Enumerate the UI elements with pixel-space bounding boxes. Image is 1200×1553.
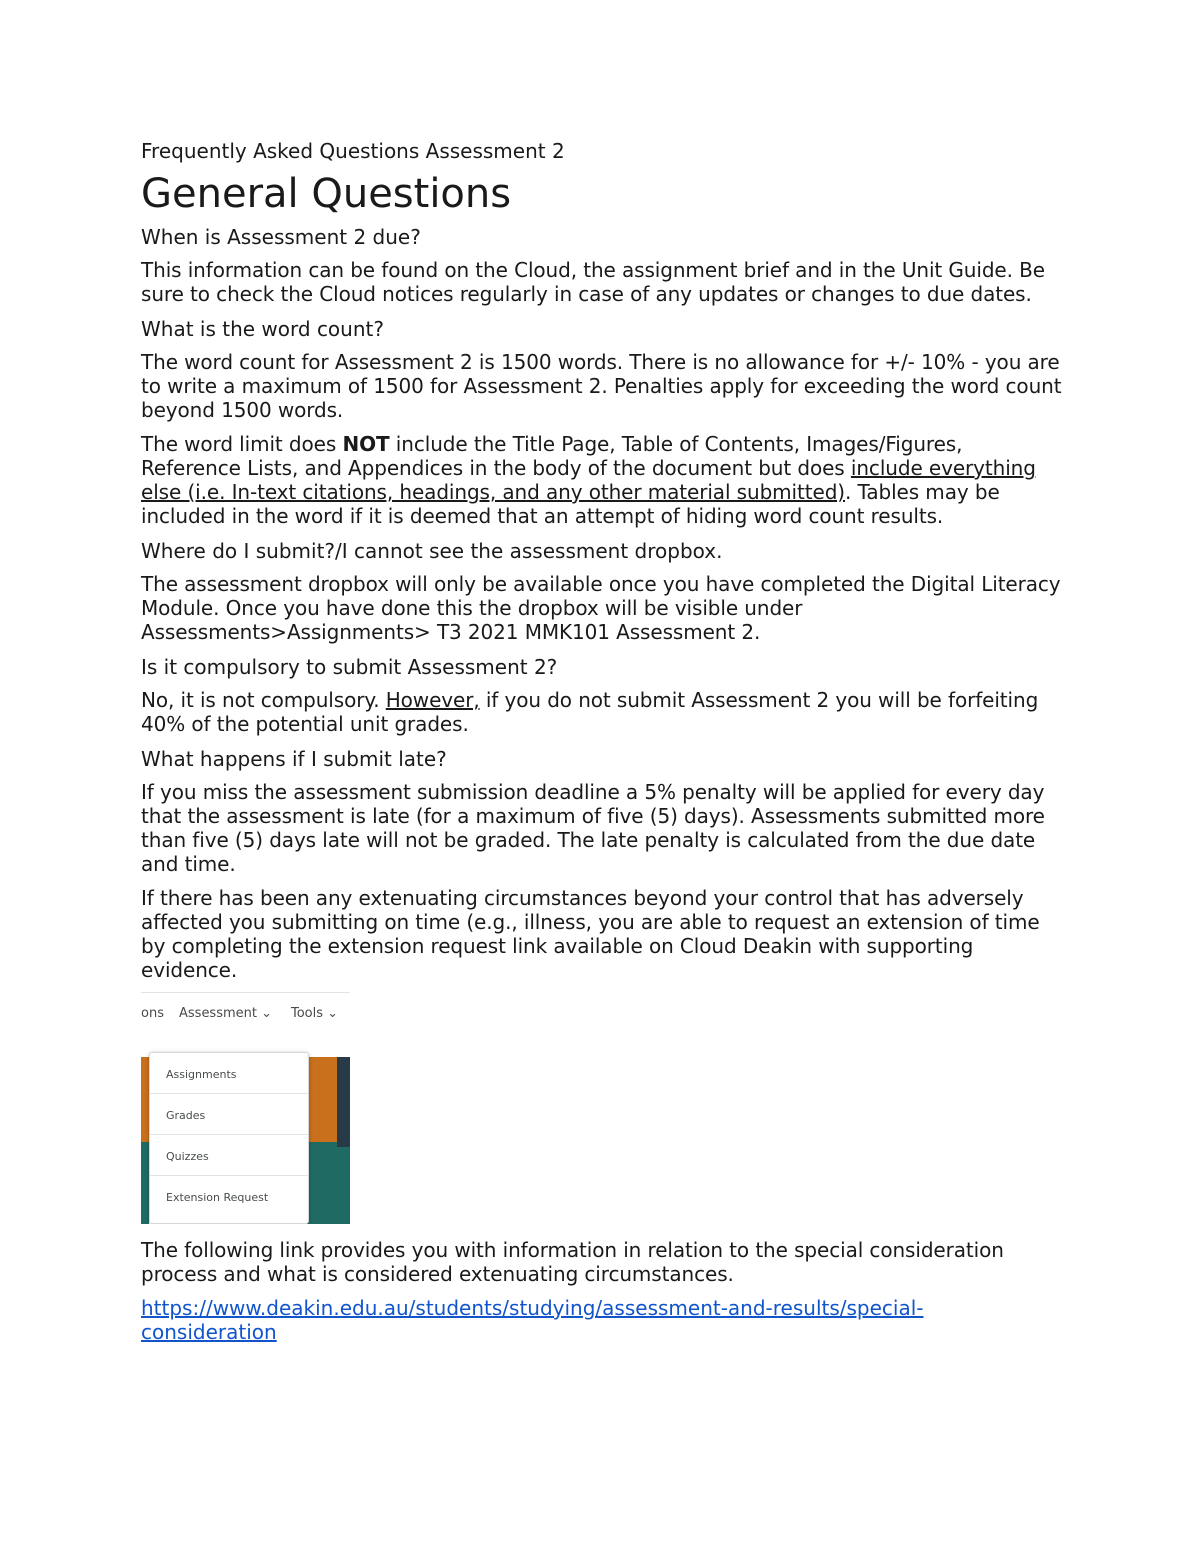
- menu-item-grades: Grades: [150, 1094, 308, 1135]
- answer-submit-location: The assessment dropbox will only be available once you have completed the Digital Literacy Module. Once you have done this the dropbox will be visible under Assessments>Assignments> T3 2021 MMK101 Assessment 2.: [141, 572, 1061, 644]
- screenshot-background: [141, 1142, 149, 1224]
- special-consideration-intro: The following link provides you with information in relation to the special consideration process and what is considered extenuating circumstances.: [141, 1238, 1004, 1286]
- menu-item-extension-request: Extension Request: [166, 1191, 269, 1204]
- screenshot-background: [337, 1057, 350, 1147]
- special-consideration-link[interactable]: [141, 1296, 1066, 1344]
- answer-due-date: This information can be found on the Cloud, the assignment brief and in the Unit Guide. Be sure to check the Cloud notices regularly in case of any updates or changes to due dates.: [141, 258, 1045, 306]
- document-subtitle: Frequently Asked Questions Assessment 2: [141, 139, 565, 163]
- menu-item-quizzes: Quizzes: [150, 1135, 308, 1176]
- answer-compulsory: [141, 688, 1066, 736]
- screenshot-nav-assessment: Assessment ⌄: [179, 1006, 273, 1021]
- menu-item-assignments: Assignments: [150, 1053, 308, 1094]
- compulsory-text-2: if you do not submit Assessment 2 you will be forfeiting 40% of the potential unit grades.: [141, 688, 1039, 736]
- compulsory-however: However,: [385, 688, 480, 712]
- word-limit-text-1: The word limit does: [141, 432, 343, 456]
- answer-word-count: The word count for Assessment 2 is 1500 words. There is no allowance for +/- 10% - you are to write a maximum of 1500 for Assessment 2. Penalties apply for exceeding the word count beyond 1500 words.: [141, 350, 1062, 422]
- word-limit-not: NOT: [342, 432, 390, 456]
- compulsory-text-1: No, it is not compulsory.: [141, 688, 386, 712]
- question-compulsory: Is it compulsory to submit Assessment 2?: [141, 655, 558, 679]
- document-page: [141, 138, 1066, 1344]
- answer-extenuating: If there has been any extenuating circumstances beyond your control that has adversely affected you submitting on time (e.g., illness, you are able to request an extension of time by completing the extension request link available on Cloud Deakin with supporting evidence.: [141, 886, 1040, 982]
- word-limit-text-2: include the Title Page, Table of Contents, Images/Figures, Reference Lists, and Appendices in the body of the document but does: [141, 432, 963, 480]
- question-submit-location: Where do I submit?/I cannot see the assessment dropbox.: [141, 539, 723, 563]
- assessment-menu-screenshot: [141, 992, 350, 1224]
- document-heading: General Questions: [141, 171, 512, 217]
- answer-late-penalty: If you miss the assessment submission deadline a 5% penalty will be applied for every day that the assessment is late (for a maximum of five (5) days). Assessments submitted more than five (5) days late will not be graded. The late penalty is calculated from the due date and time.: [141, 780, 1045, 876]
- screenshot-navbar: [141, 1006, 350, 1028]
- question-late-submission: What happens if I submit late?: [141, 747, 447, 771]
- question-word-count: What is the word count?: [141, 317, 384, 341]
- word-limit-underlined: include everything else (i.e. In-text citations, headings, and any other material submitted): [141, 456, 1036, 504]
- question-due-date: When is Assessment 2 due?: [141, 225, 421, 249]
- link-line-1[interactable]: https://www.deakin.edu.au/students/studying/assessment-and-results/special-: [141, 1296, 924, 1320]
- word-limit-text-3: . Tables may be included in the word if it is deemed that an attempt of hiding word count results.: [141, 480, 1000, 528]
- screenshot-nav-tools: Tools ⌄: [291, 1006, 339, 1021]
- screenshot-background: [307, 1142, 350, 1224]
- screenshot-divider: [141, 992, 350, 993]
- link-line-2[interactable]: consideration: [141, 1320, 277, 1344]
- screenshot-dropdown-menu: [149, 1052, 309, 1224]
- answer-word-limit: [141, 432, 1066, 528]
- screenshot-nav-partial: ons: [141, 1006, 164, 1021]
